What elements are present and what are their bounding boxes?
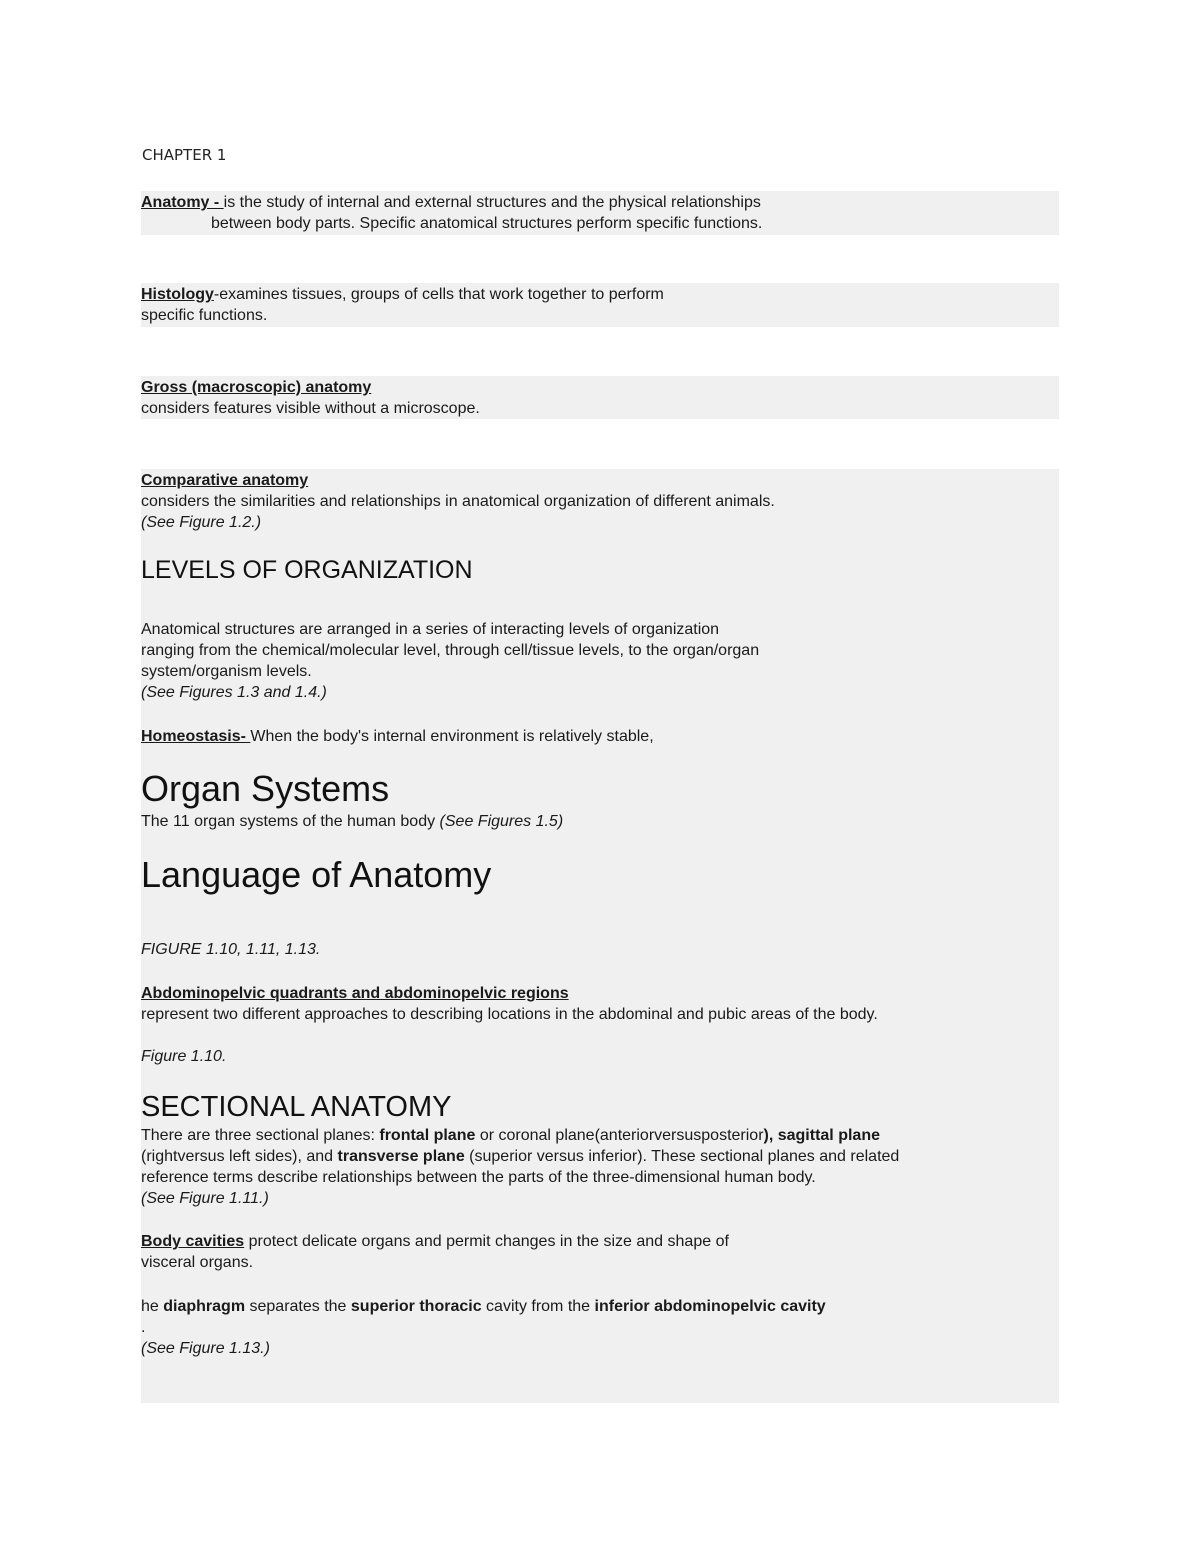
homeostasis-term: Homeostasis- (141, 728, 251, 745)
comparative-line1: considers the similarities and relationships in anatomical organization of different animals. (141, 493, 775, 510)
diaphragm-term: diaphragm (163, 1298, 246, 1315)
sectional-ref: (See Figure 1.11.) (141, 1190, 269, 1207)
superior-thoracic-term: superior thoracic (350, 1298, 482, 1315)
abdominopelvic-line1: represent two different approaches to describing locations in the abdominal and pubic areas of the body. (141, 1006, 878, 1023)
abdominopelvic-ref: Figure 1.10. (141, 1048, 227, 1065)
sectional-text: (rightversus left sides), and (141, 1148, 338, 1165)
comparative-ref: (See Figure 1.2.) (141, 514, 262, 531)
diaphragm-paragraph (141, 1296, 1059, 1359)
body-cavities-definition (141, 1231, 1059, 1273)
anatomy-term: Anatomy - (141, 194, 224, 211)
abdominopelvic-term: Abdominopelvic quadrants and abdominopelvic regions (141, 985, 569, 1002)
comparative-term: Comparative anatomy (141, 472, 309, 489)
histology-line1: -examines tissues, groups of cells that work together to perform (213, 286, 664, 303)
gross-line1: considers features visible without a microscope. (141, 400, 480, 417)
body-cavities-line2: visceral organs. (141, 1254, 254, 1271)
levels-line3: system/organism levels. (141, 663, 312, 680)
chapter-label: CHAPTER 1 (142, 146, 227, 164)
sectional-text: reference terms describe relationships between the parts of the three-dimensional human body. (141, 1169, 816, 1186)
anatomy-line1: is the study of internal and external structures and the physical relationships (223, 194, 761, 211)
gross-term: Gross (macroscopic) anatomy (141, 379, 372, 396)
histology-definition (141, 284, 1059, 326)
homeostasis-text: When the body's internal environment is relatively stable, (250, 728, 654, 745)
language-figures: FIGURE 1.10, 1.11, 1.13. (141, 941, 321, 958)
organ-systems-line: The 11 organ systems of the human body (141, 813, 440, 830)
histology-term: Histology (141, 286, 214, 303)
inferior-abdominopelvic-term: inferior abdominopelvic cavity (594, 1298, 826, 1315)
diaphragm-text: separates the (245, 1298, 351, 1315)
sectional-heading: SECTIONAL ANATOMY (141, 1091, 452, 1123)
sectional-text: or coronal plane(anteriorversusposterior (475, 1127, 764, 1144)
anatomy-line2: between body parts. Specific anatomical structures perform specific functions. (211, 215, 763, 232)
comparative-definition (141, 470, 1059, 533)
body-cavities-line1: protect delicate organs and permit changes in the size and shape of (244, 1233, 729, 1250)
anatomy-definition (141, 192, 1059, 234)
abdominopelvic-definition (141, 983, 1059, 1067)
diaphragm-ref: (See Figure 1.13.) (141, 1340, 270, 1357)
sectional-text: There are three sectional planes: (141, 1127, 380, 1144)
levels-paragraph (141, 619, 1059, 703)
diaphragm-text: he (141, 1298, 164, 1315)
frontal-plane-term: frontal plane (379, 1127, 476, 1144)
language-heading: Language of Anatomy (141, 854, 492, 895)
sectional-paragraph (141, 1125, 1059, 1209)
levels-line2: ranging from the chemical/molecular level, through cell/tissue levels, to the organ/organ (141, 642, 760, 659)
organ-systems-text (141, 811, 1059, 832)
transverse-plane-term: transverse plane (337, 1148, 465, 1165)
body-cavities-term: Body cavities (141, 1233, 245, 1250)
organ-systems-heading: Organ Systems (141, 768, 390, 809)
organ-systems-ref: (See Figures 1.5) (439, 813, 564, 830)
levels-heading: LEVELS OF ORGANIZATION (141, 556, 473, 584)
sagittal-plane-term: ), sagittal plane (763, 1127, 880, 1144)
diaphragm-period: . (141, 1319, 146, 1336)
gross-definition (141, 377, 1059, 419)
levels-line1: Anatomical structures are arranged in a series of interacting levels of organization (141, 621, 720, 638)
levels-ref: (See Figures 1.3 and 1.4.) (141, 684, 327, 701)
homeostasis-definition (141, 726, 1059, 747)
sectional-text: (superior versus inferior). These sectional planes and related (464, 1148, 900, 1165)
diaphragm-text: cavity from the (481, 1298, 595, 1315)
histology-line2: specific functions. (141, 307, 268, 324)
